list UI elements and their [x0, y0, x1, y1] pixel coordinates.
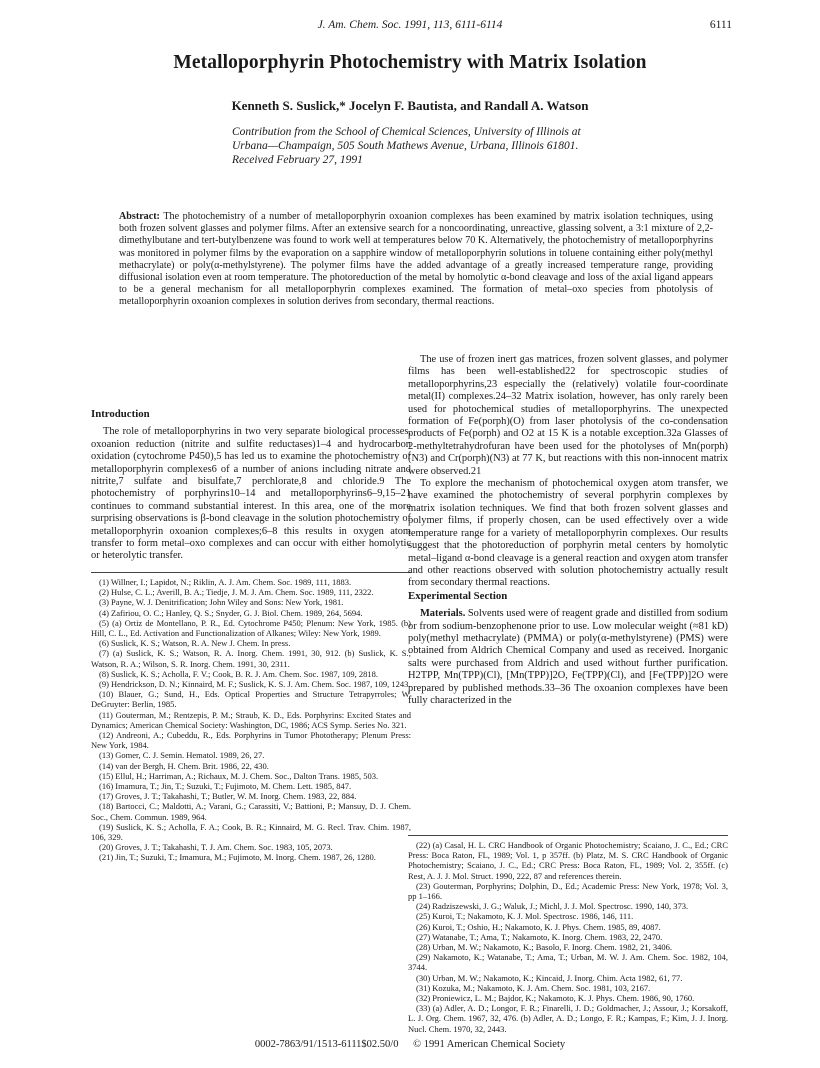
- reference-entry: (11) Gouterman, M.; Rentzepis, P. M.; Straub, K. D., Eds. Porphyrins: Excited States and Dynamics; American Chemical Society: Washington, DC, 1986; ACS Symp. Series No. 321.: [91, 709, 411, 730]
- abstract-label: Abstract:: [119, 211, 160, 222]
- reference-entry: (19) Suslick, K. S.; Acholla, F. A.; Cook, B. R.; Kinnaird, M. G. Recl. Trav. Chim. 1987, 106, 329.: [91, 821, 411, 843]
- reference-entry: (24) Radziszewski, J. G.; Waluk, J.; Michl, J. J. Mol. Spectrosc. 1990, 140, 373.: [416, 901, 689, 912]
- reference-entry: (14) van der Bergh, H. Chem. Brit. 1986, 22, 430.: [99, 760, 269, 771]
- materials-label: Materials.: [420, 608, 466, 620]
- affiliation: [232, 125, 672, 167]
- reference-entry: (16) Imamura, T.; Jin, T.; Suzuki, T.; Fujimoto, M. Chem. Lett. 1985, 847.: [99, 781, 352, 792]
- reference-entry: (10) Blauer, G.; Sund, H., Eds. Optical Properties and Structure Tetrapyrroles; W. DeGruyter: Berlin, 1985.: [91, 689, 411, 710]
- article-title: Metalloporphyrin Photochemistry with Matrix Isolation: [173, 52, 647, 73]
- reference-entry: (17) Groves, J. T.; Takahashi, T.; Butler, W. M. Inorg. Chem. 1983, 22, 884.: [99, 791, 357, 802]
- reference-entry: (1) Willner, I.; Lapidot, N.; Riklin, A. J. Am. Chem. Soc. 1989, 111, 1883.: [99, 577, 352, 587]
- footnote-divider: [408, 835, 728, 836]
- reference-entry: (32) Proniewicz, L. M.; Bajdor, K.; Nakamoto, K. J. Phys. Chem. 1986, 90, 1760.: [416, 993, 695, 1004]
- experimental-heading: Experimental Section: [408, 589, 508, 602]
- reference-entry: (30) Urban, M. W.; Nakamoto, K.; Kincaid, J. Inorg. Chim. Acta 1982, 61, 77.: [416, 972, 683, 983]
- reference-entry: (22) (a) Casal, H. L. CRC Handbook of Organic Photochemistry; Scaiano, J. C., Ed.; CRC Press: Boca Raton, FL, 1989; Vol. 1, p 357ff. (b) Platz, M. S. CRC Handbook of Organic Photochemistry; Scaiano, J. C., Ed.; CRC Press: Boca Raton, FL, 1989; Vol. 2, 355ff. (c) Rest, A. J. J. Mol. Struct. 1990, 222, 87 and references therein.: [408, 840, 728, 881]
- abstract-text: The photochemistry of a number of metalloporphyrin oxoanion complexes has been examined by matrix isolation techniques, using both frozen solvent glasses and polymer films. After an extensive search for a noncoordinating, unreactive, glassing solvent, a 3:1 mixture of 2,2-dimethylbutane and tert-butylbenzene was found to work well at temperatures below 70 K. Alternatively, the photochemistry of metalloporphyrins was monitored in polymer films by the evaporation on a sapphire window of metalloporphyrin solutions in toluene containing either poly(methyl methacrylate) or poly(α-methylstyrene). The polymer films have the added advantage of a greatly increased temperature range, providing diffusional isolation even at room temperature. The photoreduction of the metal by homolytic α-bond cleavage and loss of the axial ligand appears to be a general mechanism for all metalloporphyrin complexes examined. The formation of metal–oxo species from photolysis of metalloporphyrin oxoanion complexes in solution derives from secondary, thermal reactions.: [119, 211, 714, 308]
- abstract: [119, 211, 713, 309]
- reference-entry: (6) Suslick, K. S.; Watson, R. A. New J. Chem. In press.: [99, 638, 291, 649]
- reference-entry: (2) Hulse, C. L.; Averill, B. A.; Tiedje, J. M. J. Am. Chem. Soc. 1989, 111, 2322.: [99, 587, 374, 598]
- reference-entry: (21) Jin, T.; Suzuki, T.; Imamura, M.; Fujimoto, M. Inorg. Chem. 1987, 26, 1280.: [99, 852, 376, 863]
- author-list: Kenneth S. Suslick,* Jocelyn F. Bautista, and Randall A. Watson: [231, 98, 589, 113]
- reference-entry: (33) (a) Adler, A. D.; Longor, F. R.; Finarelli, J. D.; Goldmacher, J.; Assour, J.; Korsakoff, L. J. Org. Chem. 1967, 32, 476. (b) Adler, A. D.; Longo, F. R.; Kampas, F.; Kim, J. J. Inorg. Nucl. Chem. 1970, 32, 2443.: [408, 1003, 728, 1034]
- reference-entry: (7) (a) Suslick, K. S.; Watson, R. A. Inorg. Chem. 1991, 30, 912. (b) Suslick, K. S.; Watson, R. A.; Wilson, S. R. Inorg. Chem. 1991, 30, 2311.: [91, 648, 411, 669]
- copyright-notice: © 1991 American Chemical Society: [413, 1039, 566, 1050]
- materials-text: Solvents used were of reagent grade and distilled from sodium or from sodium-benzophenone prior to use. Low molecular weight (≈81 kD) poly(methyl methacrylate) (PMMA) or poly(α-methylstyrene) (PMS) were obtained from Aldrich Chemical Company and used as received. Inorganic salts were purchased from Aldrich and used without further purification. H2TPP, Mn(TPP)(Cl), [Mn(TPP)]2O, Fe(TPP)(Cl), and [Fe(TPP)]2O were prepared by published methods.33–36 The oxoanion complexes have been fully characterized in the: [408, 608, 728, 706]
- reference-entry: (9) Hendrickson, D. N.; Kinnaird, M. F.; Suslick, K. S. J. Am. Chem. Soc. 1987, 109, 1243.: [99, 679, 411, 690]
- reference-entry: (31) Kozuka, M.; Nakamoto, K. J. Am. Chem. Soc. 1981, 103, 2167.: [416, 982, 651, 993]
- reference-entry: (12) Andreoni, A.; Cubeddu, R., Eds. Porphyrins in Tumor Phototherapy; Plenum Press: New York, 1984.: [91, 730, 411, 751]
- price-code: 0002-7863/91/1513-6111$02.50/0: [254, 1039, 399, 1050]
- body-paragraph: The use of frozen inert gas matrices, frozen solvent glasses, and polymer films has been well-established22 for spectroscopic studies of metalloporphyrins,23 especially the (relatively) volatile four-coordinate metal(II) complexes.24–32 Matrix isolation, however, has only rarely been used for photochemical studies of metalloporphyrins. The unexpected formation of Fe(porph)(O) from laser photolysis of the co-condensation products of Fe(porph) and O2 at 15 K is a notable exception.32a Glasses of 2-methyltetrahydrofuran have been used for the photolyses of Mn(porph)(N3) and Cr(porph)(N3) at 77 K, but reactions with this non-innocent matrix were observed.21: [408, 354, 728, 477]
- introduction-section: [91, 408, 411, 563]
- reference-entry: (18) Bartocci, C.; Maldotti, A.; Varani, G.; Carassiti, V.; Battioni, P.; Mansuy, D. J. Chem. Soc., Chem. Commun. 1989, 964.: [91, 801, 411, 822]
- reference-entry: (25) Kuroi, T.; Nakamoto, K. J. Mol. Spectrosc. 1986, 146, 111.: [416, 911, 634, 922]
- page-number: 6111: [709, 19, 732, 31]
- reference-entry: (8) Suslick, K. S.; Acholla, F. V.; Cook, B. R. J. Am. Chem. Soc. 1987, 109, 2818.: [99, 668, 379, 679]
- affiliation-line: Contribution from the School of Chemical Sciences, University of Illinois at: [232, 126, 581, 138]
- reference-entry: (3) Payne, W. J. Denitrification; John Wiley and Sons: New York, 1981.: [99, 597, 344, 608]
- materials-paragraph: [408, 608, 728, 707]
- reference-entry: (15) Ellul, H.; Harriman, A.; Richaux, M. J. Chem. Soc., Dalton Trans. 1985, 503.: [99, 770, 379, 781]
- reference-entry: (28) Urban, M. W.; Nakamoto, K.; Basolo, F. Inorg. Chem. 1982, 21, 3406.: [416, 942, 673, 953]
- body-paragraph: To explore the mechanism of photochemical oxygen atom transfer, we have examined the photochemistry of several porphyrin complexes by matrix isolation techniques. We find that both frozen solvent glasses and polymer films, if properly chosen, can be used effectively over a wide temperature range for a variety of metalloporphyrin complexes. Our results suggest that the photoreduction of porphyrin metal centers by homolytic metal–ligand α-bond cleavage is a general reaction and oxygen atom transfer and other reactions observed with solution photochemistry actually result from secondary thermal reactions.: [408, 478, 728, 589]
- reference-entry: (23) Gouterman, Porphyrins; Dolphin, D., Ed.; Academic Press: New York, 1978; Vol. 3, pp 1–166.: [408, 880, 728, 902]
- running-head: [0, 19, 820, 35]
- reference-entry: (13) Gomer, C. J. Semin. Hematol. 1989, 26, 27.: [99, 750, 265, 761]
- reference-entry: (27) Watanabe, T.; Ama, T.; Nakamoto, K. Inorg. Chem. 1983, 22, 2470.: [416, 931, 663, 942]
- reference-entry: (5) (a) Ortiz de Montellano, P. R., Ed. Cytochrome P450; Plenum: New York, 1985. (b) Hill, C. L., Ed. Activation and Functionalization of Alkanes; Wiley: New York, 1989.: [91, 617, 411, 639]
- reference-entry: (4) Zafiriou, O. C.; Hanley, Q. S.; Snyder, G. J. Biol. Chem. 1989, 264, 5694.: [99, 607, 363, 618]
- reference-entry: (29) Nakamoto, K.; Watanabe, T.; Ama, T.; Urban, M. W. J. Am. Chem. Soc. 1982, 104, 3744.: [408, 952, 728, 973]
- introduction-paragraph: The role of metalloporphyrins in two very separate biological processes, oxoanion reduction (nitrite and sulfite reductases)1–4 and hydrocarbon oxidation (cytochrome P450),5 has led us to examine the photochemistry of metalloporphyrin complexes6 of a number of anions including nitrate and nitrite,7 sulfate and bisulfate,7 perchlorate,8 and chloride.9 The photochemistry of porphyrins10–14 and metalloporphyrins6–9,15–21 continues to command substantial interest. In this area, one of the more surprising observations is β-bond cleavage in the solution photochemistry of metalloporphyrin oxoanion complexes;6–8 this results in oxygen atom transfer to form metal–oxo complexes and can occur with either homolytic or heterolytic transfer.: [91, 426, 411, 562]
- reference-entry: (20) Groves, J. T.; Takahashi, T. J. Am. Chem. Soc. 1983, 105, 2073.: [99, 842, 333, 853]
- footnote-divider: [91, 572, 411, 573]
- reference-entry: (26) Kuroi, T.; Oshio, H.; Nakamoto, K. J. Phys. Chem. 1985, 89, 4087.: [416, 921, 661, 932]
- references-left: [91, 577, 411, 863]
- references-right: [408, 840, 728, 1034]
- journal-citation: J. Am. Chem. Soc. 1991, 113, 6111-6114: [317, 19, 503, 31]
- page-footer: [0, 1039, 820, 1050]
- affiliation-line: Urbana—Champaign, 505 South Mathews Avenue, Urbana, Illinois 61801.: [232, 140, 579, 152]
- received-date: Received February 27, 1991: [232, 154, 363, 166]
- right-column-text: [408, 354, 728, 707]
- introduction-heading: Introduction: [91, 408, 150, 420]
